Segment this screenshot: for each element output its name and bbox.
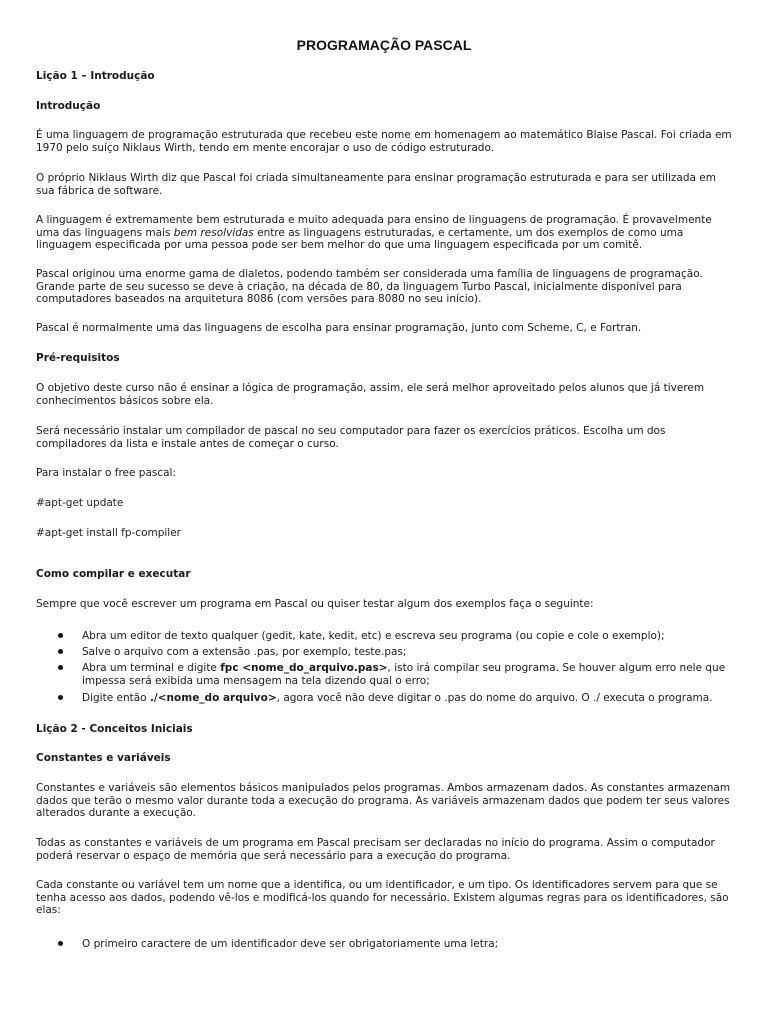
- bullet-icon: [58, 649, 63, 654]
- compile-step-4-part1: Digite então: [82, 692, 150, 704]
- compile-step-3: [82, 662, 734, 687]
- prereq-heading: Pré-requisitos: [36, 352, 120, 364]
- const-heading: Constantes e variáveis: [36, 752, 171, 764]
- compile-intro: Sempre que você escrever um programa em Pascal ou quiser testar algum dos exemplos faça o seguinte:: [36, 598, 594, 610]
- compile-step-3-command: fpc <nome_do_arquivo.pas>: [220, 662, 388, 674]
- intro-heading: Introdução: [36, 100, 101, 112]
- const-paragraph-2: Todas as constantes e variáveis de um programa em Pascal precisam ser declaradas no início do programa. Assim o computador poderá reservar o espaço de memória que será necessário para a execução do programa.: [36, 837, 715, 862]
- command-apt-update: #apt-get update: [36, 497, 124, 509]
- identifier-rule-1: O primeiro caractere de um identificador deve ser obrigatoriamente uma letra;: [82, 938, 499, 950]
- intro-paragraph-2: O próprio Niklaus Wirth diz que Pascal foi criada simultaneamente para ensinar programação estruturada e para ser utilizada em sua fábrica de software.: [36, 172, 716, 197]
- compile-step-3-part2: , isto irá compilar seu programa. Se houver algum erro nele que impessa será exibida uma mensagem na tela dizendo qual o erro;: [82, 662, 726, 687]
- bullet-icon: [58, 695, 63, 700]
- bullet-icon: [58, 633, 63, 638]
- compile-step-4-part2: , agora você não deve digitar o .pas do nome do arquivo. O ./ executa o programa.: [276, 692, 713, 704]
- compile-step-4-command: ./<nome_do arquivo>: [149, 692, 277, 704]
- command-apt-install: #apt-get install fp-compiler: [36, 527, 182, 539]
- bullet-icon: [58, 941, 63, 946]
- intro-paragraph-3: [36, 214, 734, 252]
- const-paragraph-3: Cada constante ou variável tem um nome que a identifica, ou um identificador, e um tipo. Os identificadores servem para que se tenha acesso aos dados, podendo vê-los e modificá-los quando for necessário. Existem algumas regras para os identificadores, são elas:: [36, 879, 729, 916]
- document-title: PROGRAMAÇÃO PASCAL: [296, 37, 472, 53]
- const-paragraph-1: Constantes e variáveis são elementos básicos manipulados pelos programas. Ambos armazenam dados. As constantes armazenam dados que terão o mesmo valor durante toda a execução do programa. As variáveis armazenam dados que podem ter seus valores alterados durante a execução.: [36, 782, 731, 819]
- intro-paragraph-5: Pascal é normalmente uma das linguagens de escolha para ensinar programação, junto com Scheme, C, e Fortran.: [36, 322, 642, 334]
- bullet-icon: [58, 665, 63, 670]
- compile-step-3-part1: Abra um terminal e digite: [82, 662, 221, 674]
- intro-paragraph-3-part2: entre as linguagens estruturadas, e certamente, um dos exemplos de como uma linguagem especificada por uma pessoa pode ser bem melhor do que uma linguagem especificada por um comitê.: [36, 226, 684, 251]
- intro-paragraph-4: Pascal originou uma enorme gama de dialetos, podendo também ser considerada uma família de linguagens de programação. Grande parte de seu sucesso se deve à criação, na década de 80, da linguagem Turbo Pascal, inicialmente disponível para computadores baseados na arquitetura 8086 (com versões para 8080 no seu início).: [36, 268, 703, 305]
- compile-step-4: [82, 692, 734, 705]
- prereq-paragraph-3: Para instalar o free pascal:: [36, 467, 177, 479]
- compile-step-2: Salve o arquivo com a extensão .pas, por exemplo, teste.pas;: [82, 646, 407, 658]
- lesson2-heading: Lição 2 - Conceitos Iniciais: [36, 723, 193, 735]
- lesson1-heading: Lição 1 – Introdução: [36, 70, 155, 82]
- prereq-paragraph-1: O objetivo deste curso não é ensinar a lógica de programação, assim, ele será melhor aproveitado pelos alunos que já tiverem conhecimentos básicos sobre ela.: [36, 382, 705, 407]
- intro-paragraph-3-part1: A linguagem é extremamente bem estruturada e muito adequada para ensino de linguagens de programação. É provavelmente uma das linguagens mais: [36, 214, 712, 239]
- prereq-paragraph-2: Será necessário instalar um compilador de pascal no seu computador para fazer os exercícios práticos. Escolha um dos compiladores da lista e instale antes de começar o curso.: [36, 425, 666, 450]
- intro-paragraph-3-emphasis: bem resolvidas: [173, 226, 254, 239]
- intro-paragraph-1: É uma linguagem de programação estruturada que recebeu este nome em homenagem ao matemático Blaise Pascal. Foi criada em 1970 pelo suíço Niklaus Wirth, tendo em mente encorajar o uso de código estruturado.: [36, 129, 732, 154]
- compile-heading: Como compilar e executar: [36, 568, 191, 580]
- compile-step-1: Abra um editor de texto qualquer (gedit, kate, kedit, etc) e escreva seu programa (ou copie e cole o exemplo);: [82, 630, 665, 642]
